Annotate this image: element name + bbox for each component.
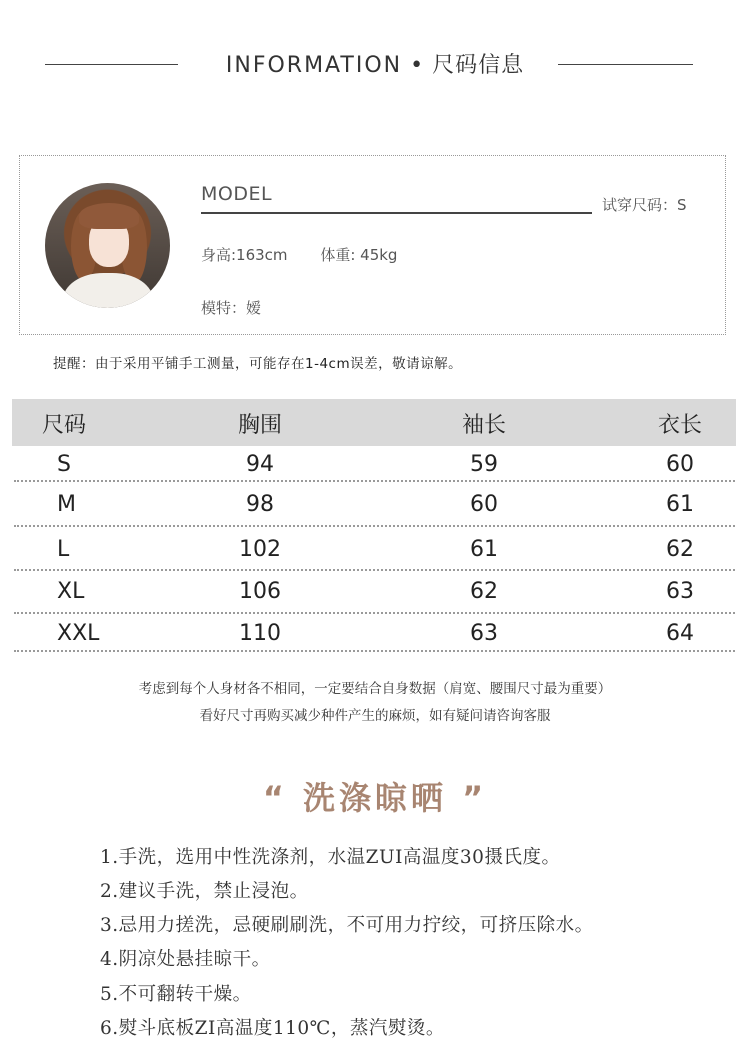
table-cell-sleeve: 60	[470, 492, 498, 517]
table-cell-size: XL	[57, 579, 85, 604]
table-cell-chest: 102	[239, 537, 281, 562]
section-title-cn: 尺码信息	[432, 53, 525, 78]
row-separator	[14, 650, 735, 652]
table-header-chest: 胸围	[237, 413, 282, 438]
washing-title: “ 洗涤晾晒 ”	[262, 779, 488, 817]
avatar-bangs	[79, 203, 139, 229]
table-cell-length: 60	[666, 452, 694, 477]
table-cell-size: S	[57, 452, 71, 477]
remark-line: 看好尺寸再购买减少种件产生的麻烦，如有疑问请咨询客服	[199, 708, 551, 724]
table-cell-chest: 106	[239, 579, 281, 604]
table-header-sleeve: 袖长	[461, 413, 506, 438]
model-label: MODEL	[201, 183, 273, 205]
model-measurements	[201, 244, 425, 265]
row-separator	[14, 480, 735, 482]
washing-item: 5.不可翻转干燥。	[100, 984, 252, 1005]
table-cell-sleeve: 61	[470, 537, 498, 562]
table-cell-chest: 94	[246, 452, 274, 477]
table-cell-size: M	[57, 492, 76, 517]
table-cell-length: 63	[666, 579, 694, 604]
model-info-card	[19, 155, 726, 335]
model-weight: 体重: 45kg	[320, 246, 398, 264]
washing-item: 6.熨斗底板ZI高温度110℃，蒸汽熨烫。	[100, 1018, 445, 1039]
table-cell-length: 64	[666, 621, 694, 646]
model-avatar	[45, 183, 170, 308]
model-underline	[201, 212, 592, 214]
table-cell-sleeve: 62	[470, 579, 498, 604]
table-cell-size: XXL	[57, 621, 100, 646]
washing-item: 1.手洗，选用中性洗涤剂，水温ZUI高温度30摄氏度。	[100, 847, 561, 868]
table-cell-sleeve: 59	[470, 452, 498, 477]
table-cell-chest: 110	[239, 621, 281, 646]
row-separator	[14, 569, 735, 571]
washing-item: 2.建议手洗，禁止浸泡。	[100, 881, 309, 902]
table-cell-length: 61	[666, 492, 694, 517]
table-cell-sleeve: 63	[470, 621, 498, 646]
washing-item: 3.忌用力搓洗，忌硬刷刷洗，不可用力拧绞，可挤压除水。	[100, 915, 594, 936]
model-name: 模特：嫒	[201, 299, 262, 317]
trial-size: 试穿尺码：S	[602, 196, 687, 214]
measurement-note: 提醒：由于采用平铺手工测量，可能存在1-4cm误差，敬请谅解。	[53, 356, 463, 372]
title-dot: •	[410, 53, 425, 78]
remark-line: 考虑到每个人身材各不相同，一定要结合自身数据（肩宽、腰围尺寸最为重要）	[138, 681, 612, 697]
table-cell-size: L	[57, 537, 70, 562]
section-title-en: INFORMATION	[225, 53, 403, 78]
table-cell-length: 62	[666, 537, 694, 562]
row-separator	[14, 525, 735, 527]
row-separator	[14, 612, 735, 614]
table-cell-chest: 98	[246, 492, 274, 517]
section-title	[0, 48, 750, 79]
table-header-length: 衣长	[657, 413, 702, 438]
washing-item: 4.阴凉处悬挂晾干。	[100, 949, 271, 970]
table-header-size: 尺码	[42, 413, 87, 438]
model-height: 身高:163cm	[201, 246, 288, 264]
